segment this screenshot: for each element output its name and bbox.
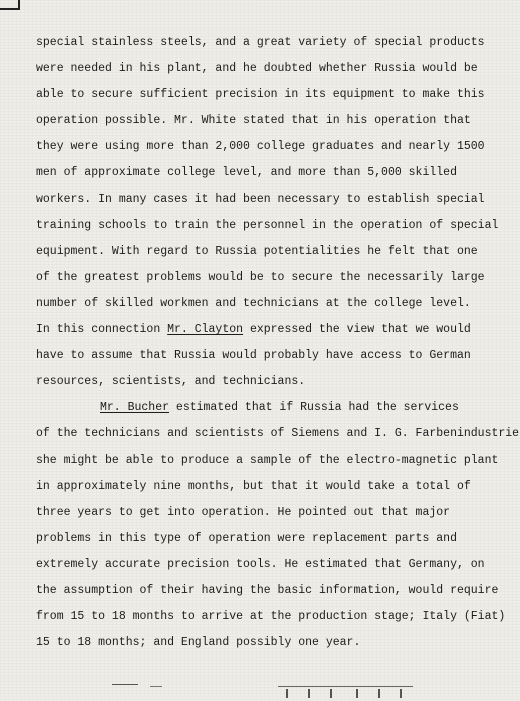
text-line: number of skilled workmen and technicians at the college level. — [36, 296, 471, 310]
text-line: three years to get into operation. He pointed out that major — [36, 505, 451, 519]
text-line: workers. In many cases it had been necessary to establish special — [36, 192, 485, 206]
text-line: of the technicians and scientists of Siemens and I. G. Farbenindustrie — [36, 427, 520, 441]
text-line: they were using more than 2,000 college graduates and nearly 1500 — [36, 140, 485, 154]
text-line: were needed in his plant, and he doubted whether Russia would be — [36, 62, 478, 76]
footer-marks — [0, 672, 520, 700]
document-body — [36, 30, 520, 656]
text-line: resources, scientists, and technicians. — [36, 375, 306, 389]
corner-mark — [0, 0, 20, 10]
text-line: from 15 to 18 months to arrive at the production stage; Italy (Fiat) — [36, 610, 506, 624]
text-line: 15 to 18 months; and England possibly one year. — [36, 636, 361, 650]
text-line: she might be able to produce a sample of the electro-magnetic plant — [36, 453, 499, 467]
text-line: equipment. With regard to Russia potentialities he felt that one — [36, 244, 478, 258]
text-line: men of approximate college level, and more than 5,000 skilled — [36, 166, 457, 180]
text-line: operation possible. Mr. White stated that in his operation that — [36, 114, 471, 128]
text-line: the assumption of their having the basic information, would require — [36, 583, 499, 597]
text-line: of the greatest problems would be to secure the necessarily large — [36, 270, 485, 284]
text-fragment: expressed the view that we would — [243, 323, 471, 337]
stamp-mark — [278, 686, 413, 701]
text-line: in approximately nine months, but that it would take a total of — [36, 479, 471, 493]
speaker-name: Mr. Bucher — [100, 401, 170, 415]
text-line: able to secure sufficient precision in its equipment to make this — [36, 88, 485, 102]
text-line: special stainless steels, and a great variety of special products — [36, 36, 485, 49]
footer-dash — [150, 686, 162, 687]
text-line: extremely accurate precision tools. He estimated that Germany, on — [36, 557, 485, 571]
text-fragment: In this connection — [36, 323, 168, 337]
text-line — [36, 395, 514, 421]
text-line — [36, 317, 514, 343]
text-line: have to assume that Russia would probably have access to German — [36, 349, 471, 363]
footer-dash — [112, 684, 138, 685]
text-fragment: estimated that if Russia had the services — [169, 401, 459, 415]
text-line: training schools to train the personnel in the operation of special — [36, 218, 499, 232]
text-line: problems in this type of operation were replacement parts and — [36, 531, 457, 545]
speaker-name: Mr. Clayton — [167, 323, 244, 337]
